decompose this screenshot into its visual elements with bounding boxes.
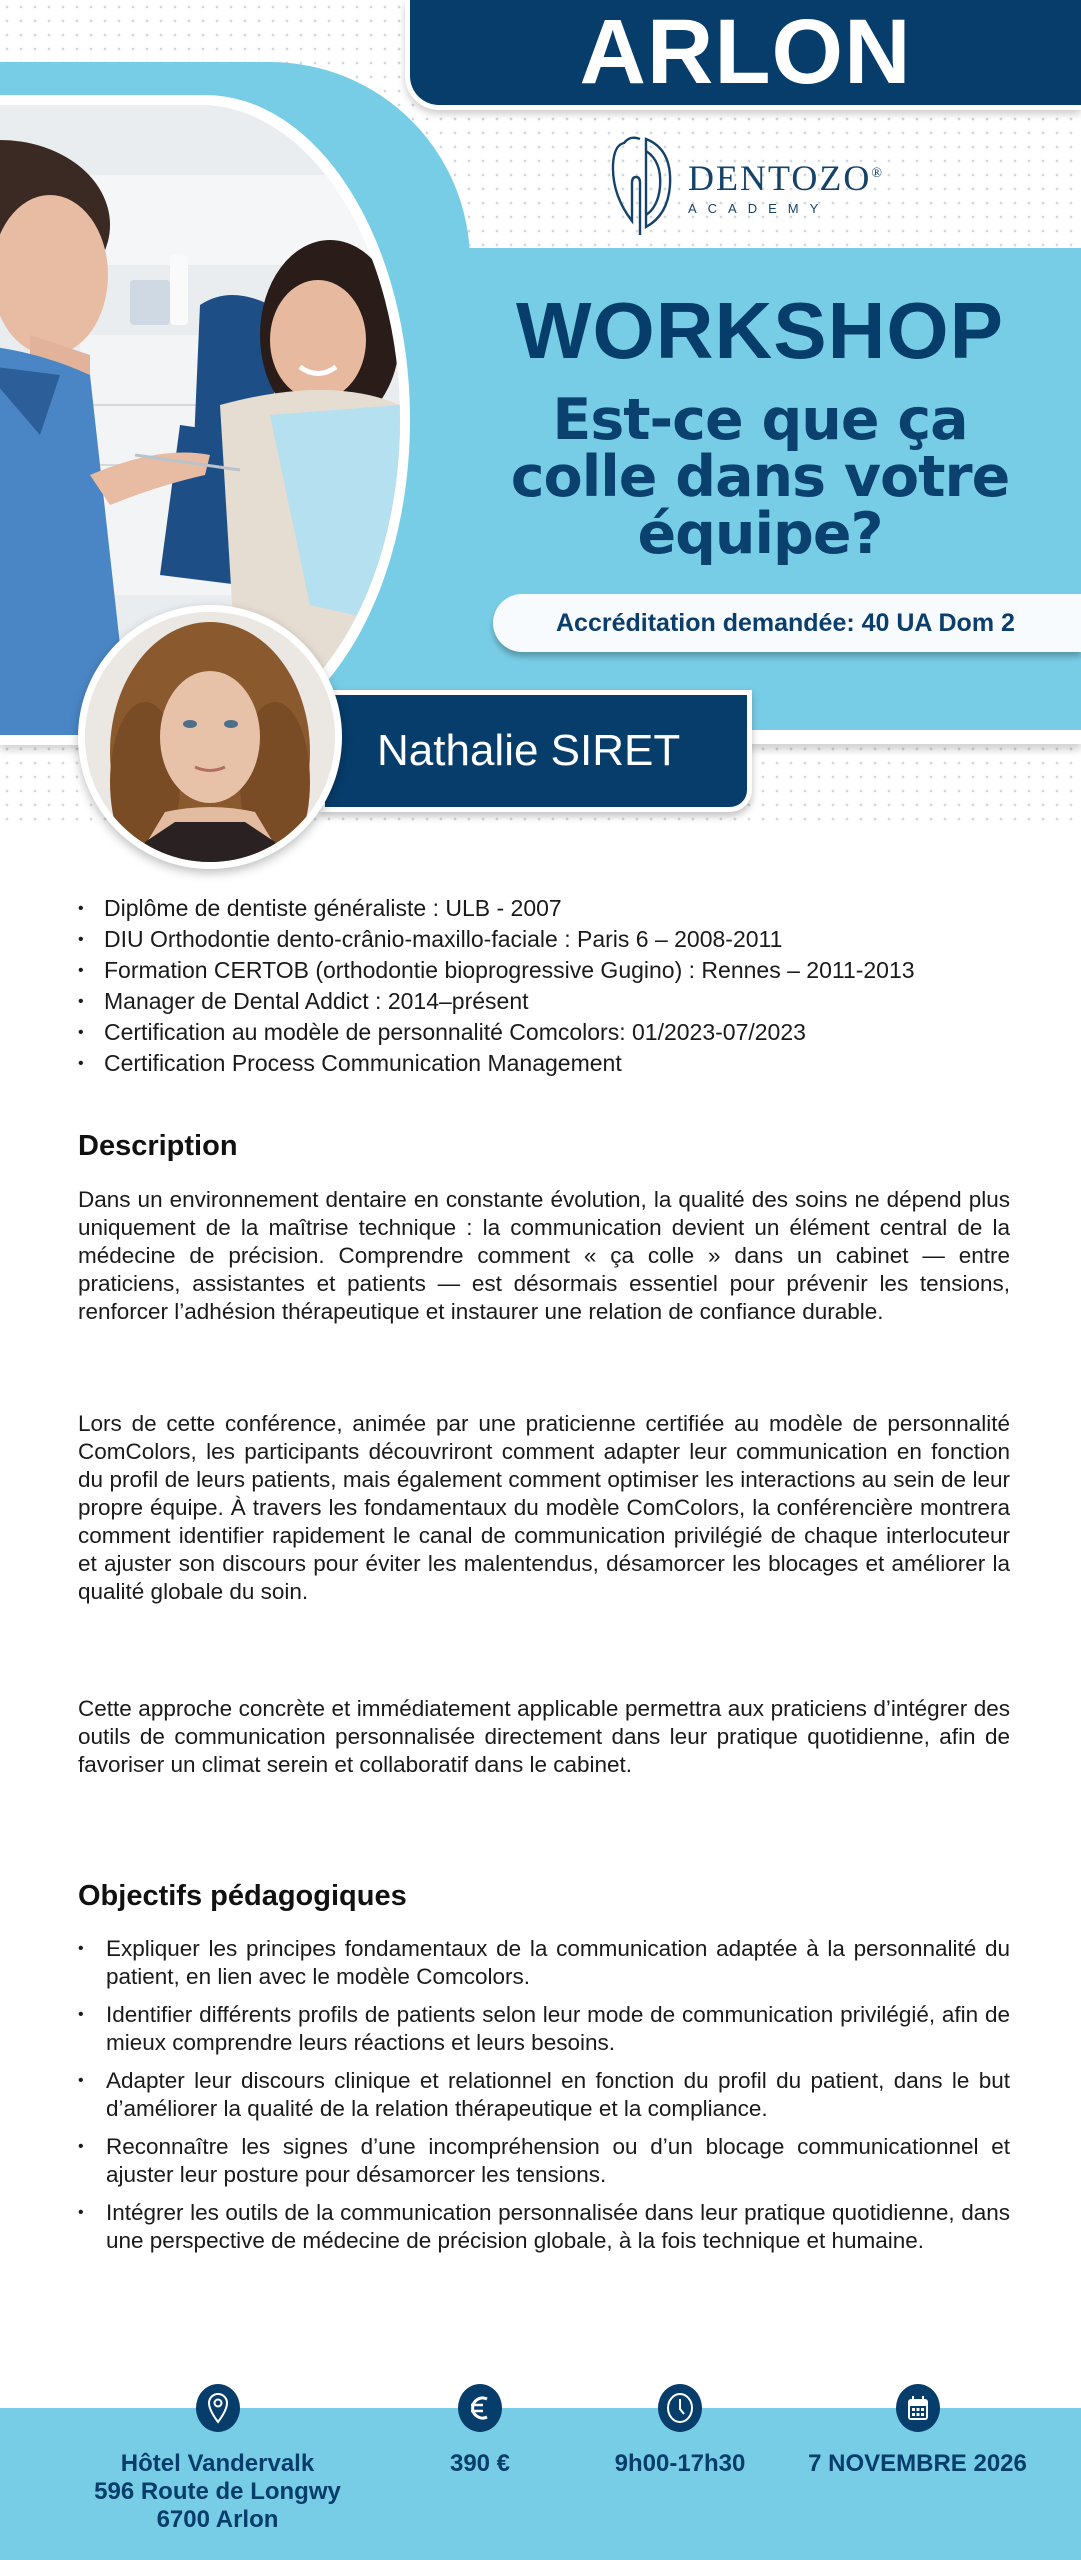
objective-item: • Identifier différents profils de patients selon leur mode de communication privilégié, afin de mieux comprendre leurs réactions et leurs besoins. (78, 2001, 1010, 2057)
footer-time (590, 2384, 770, 2478)
time-text: 9h00-17h30 (614, 2450, 746, 2477)
venue-city: 6700 Arlon (156, 2506, 279, 2533)
logo-registered: ® (871, 165, 884, 181)
description-paragraph: Dans un environnement dentaire en constante évolution, la qualité des soins ne dépend plus uniquement de la maîtrise technique : la communication devient un élément central de la médecine de précision. Comprendre comment « ça colle » dans un cabinet — entre praticiens, assistantes et patients — est désormais essentiel pour prévenir les tensions, renforcer l’adhésion thérapeutique et instaurer une relation de confiance durable. (78, 1187, 1010, 1324)
footer-date (795, 2384, 1040, 2478)
speaker-credentials (78, 893, 1038, 1079)
credential-item: • Certification au modèle de personnalité Comcolors: 01/2023-07/2023 (78, 1017, 1038, 1048)
objectives-heading: Objectifs pédagogiques (78, 1880, 407, 1912)
workshop-title-line: Est-ce que ça (552, 387, 968, 453)
objective-item: • Expliquer les principes fondamentaux de la communication adaptée à la personnalité du patient, en lien avec le modèle Comcolors. (78, 1935, 1010, 1991)
speaker-photo (85, 612, 335, 862)
objectives-list (78, 1935, 1010, 2265)
price-text: 390 € (449, 2450, 511, 2477)
workshop-label: WORKSHOP (516, 286, 1004, 375)
calendar-icon (896, 2384, 940, 2432)
workshop-title (480, 387, 1040, 567)
credential-item: • Formation CERTOB (orthodontie bioprogressive Gugino) : Rennes – 2011-2013 (78, 955, 1038, 986)
objective-item: • Reconnaître les signes d’une incompréhension ou d’un blocage communicationnel et ajuster leur posture pour désamorcer les tensions. (78, 2133, 1010, 2189)
description-paragraph: Cette approche concrète et immédiatement applicable permettra aux praticiens d’intégrer des outils de communication personnalisée directement dans leur pratique quotidienne, afin de favoriser un climat serein et collaboratif dans le cabinet. (78, 1696, 1010, 1777)
workshop-title-line: colle dans votre (510, 444, 1010, 510)
speaker-portrait (85, 612, 335, 862)
logo-name: DENTOZO (688, 157, 872, 198)
city-name: ARLON (579, 1, 912, 103)
accreditation-text: Accréditation demandée: 40 UA Dom 2 (556, 608, 1015, 637)
footer-price (420, 2384, 540, 2478)
credential-item: • Manager de Dental Addict : 2014–présent (78, 986, 1038, 1017)
euro-icon (458, 2384, 502, 2432)
map-pin-icon (196, 2384, 240, 2432)
city-banner (405, 0, 1081, 110)
speaker-name-box (320, 690, 752, 812)
description-paragraph: Lors de cette conférence, animée par une praticienne certifiée au modèle de personnalité ComColors, les participants découvriront comment adapter leur communication en fonction du profil de leurs patients, mais également comment optimiser les interactions au sein de leur propre équipe. À travers les fondamentaux du modèle ComColors, la conférencière montrera comment identifier rapidement le canal de communication privilégié de chaque interlocuteur et ajuster son discours pour éviter les malentendus, désamorcer les blocages et améliorer la qualité globale du soin. (78, 1411, 1010, 1604)
accreditation-badge (493, 594, 1081, 652)
footer-location (75, 2384, 360, 2534)
objective-item: • Intégrer les outils de la communication personnalisée dans leur pratique quotidienne, dans une perspective de médecine de précision globale, à la fois technique et humaine. (78, 2199, 1010, 2255)
speaker-name: Nathalie SIRET (377, 726, 681, 775)
venue-street: 596 Route de Longwy (94, 2478, 341, 2505)
date-text: 7 NOVEMBRE 2026 (808, 2450, 1027, 2477)
venue-name: Hôtel Vandervalk (120, 2450, 315, 2477)
credential-item: • DIU Orthodontie dento-crânio-maxillo-faciale : Paris 6 – 2008-2011 (78, 924, 1038, 955)
credential-item: • Certification Process Communication Management (78, 1048, 1038, 1079)
logo-subtitle: ACADEMY (688, 200, 830, 216)
workshop-title-line: équipe? (637, 501, 883, 567)
dentozo-logo (610, 135, 884, 237)
objective-item: • Adapter leur discours clinique et relationnel en fonction du profil du patient, dans le but d’améliorer la qualité de la relation thérapeutique et la compliance. (78, 2067, 1010, 2123)
clock-icon (658, 2384, 702, 2432)
tooth-logo-icon (610, 135, 674, 237)
credential-item: • Diplôme de dentiste généraliste : ULB - 2007 (78, 893, 1038, 924)
description-heading: Description (78, 1130, 238, 1162)
